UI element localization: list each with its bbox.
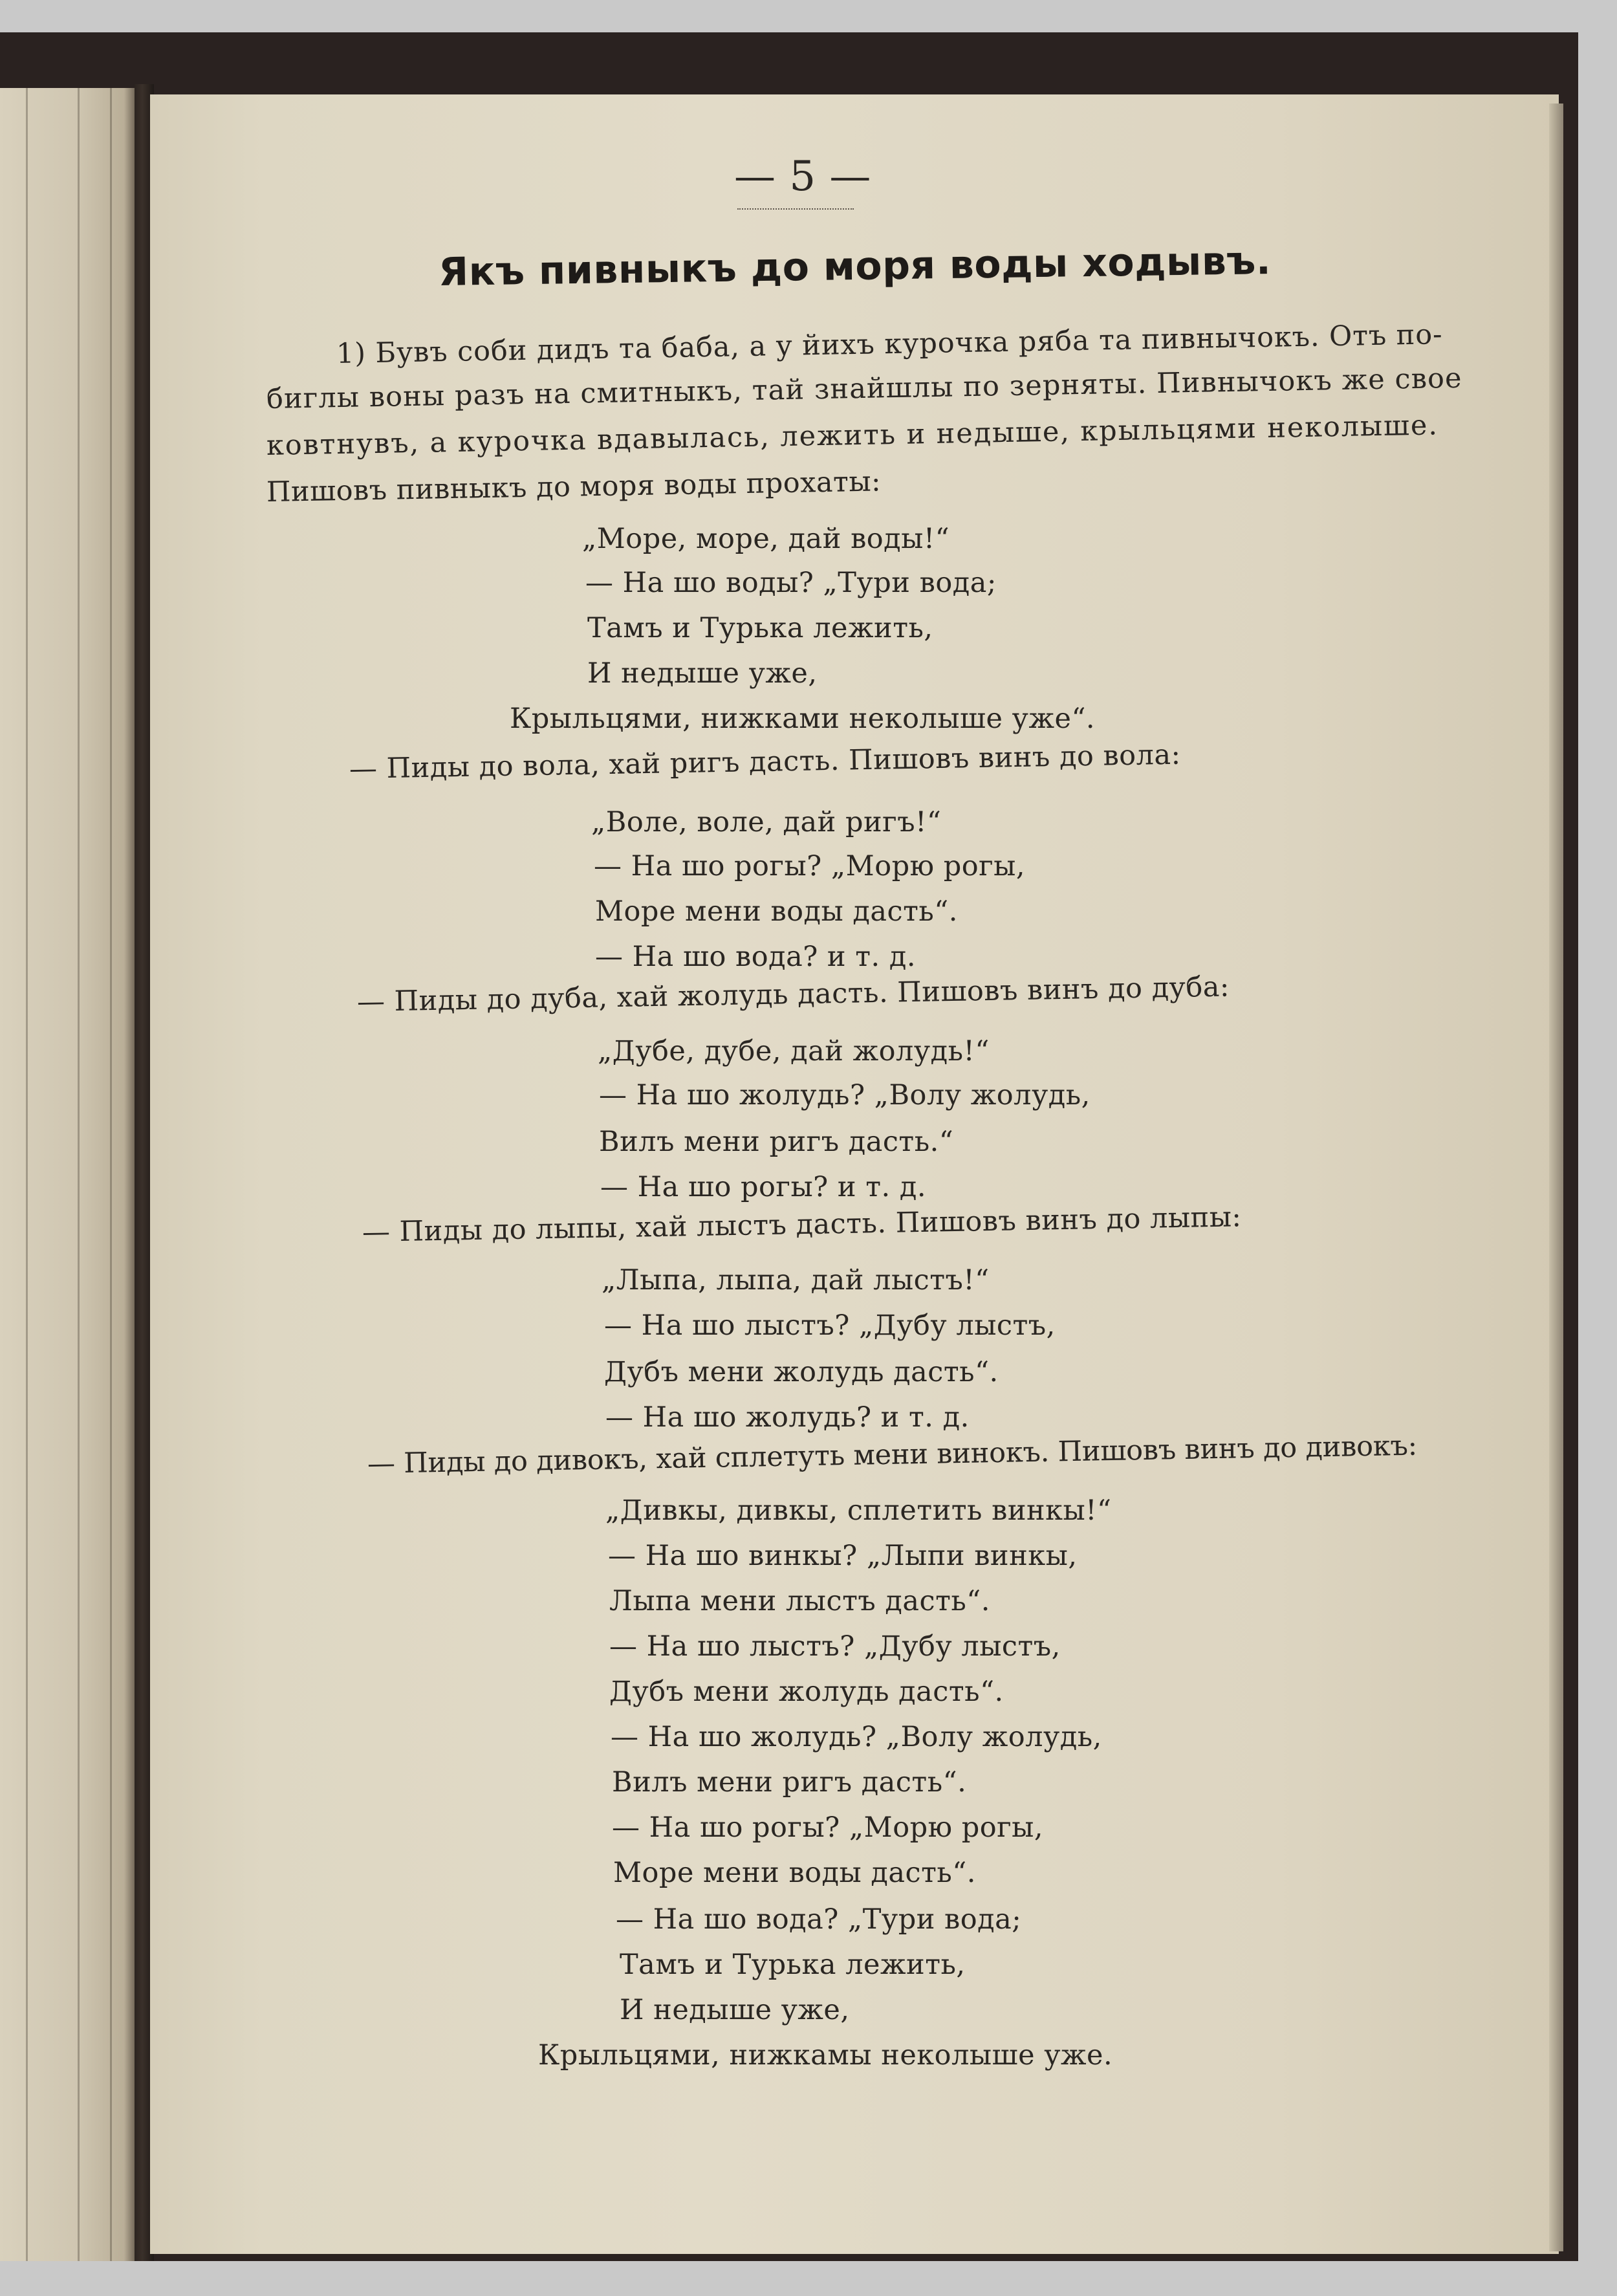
verse-line: И недыше уже, xyxy=(620,1994,850,2026)
verse-line: Дубъ мени жолудь дасть“. xyxy=(604,1356,999,1388)
story-title: Якъ пивныкъ до моря воды ходывъ. xyxy=(438,238,1272,295)
verse-line: — На шо вода? „Тури вода; xyxy=(616,1903,1022,1936)
verse-line: Дубъ мени жолудь дасть“. xyxy=(609,1676,1004,1708)
verse-line: — На шо винкы? „Лыпи винкы, xyxy=(608,1540,1078,1572)
verse-line: — На шо лыстъ? „Дубу лыстъ, xyxy=(604,1309,1056,1342)
verse-line: — На шо вода? и т. д. xyxy=(595,941,917,973)
left-page-edge xyxy=(0,88,141,2261)
verse-line: „Дубе, дубе, дай жолудь!“ xyxy=(598,1035,990,1067)
paragraph-line: Пишовъ пивныкъ до моря воды прохаты: xyxy=(266,465,882,508)
verse-line: — На шо жолудь? и т. д. xyxy=(605,1401,970,1434)
verse-line: Крыльцями, нижкамы неколыше уже. xyxy=(538,2039,1113,2072)
verse-line: — На шо жолудь? „Волу жолудь, xyxy=(599,1079,1091,1111)
verse-line: — На шо рогы? и т. д. xyxy=(600,1171,926,1203)
verse-line: Тамъ и Турька лежить, xyxy=(587,612,933,644)
verse-line: „Море, море, дай воды!“ xyxy=(582,523,950,555)
verse-line: Крыльцями, нижками неколыше уже“. xyxy=(510,703,1096,735)
verse-line: Вилъ мени ригъ дасть“. xyxy=(612,1766,967,1799)
verse-line: Вилъ мени ригъ дасть.“ xyxy=(599,1126,954,1158)
narration-line: — Пиды до вола, хай ригъ дасть. Пишовъ винъ до вола: xyxy=(349,738,1181,785)
page-number-rule xyxy=(737,208,854,212)
verse-line: — На шо рогы? „Морю рогы, xyxy=(612,1811,1044,1844)
verse-line: Море мени воды дасть“. xyxy=(613,1857,976,1889)
verse-line: — На шо жолудь? „Волу жолудь, xyxy=(611,1721,1102,1753)
paragraph-line: биглы воны разъ на смитныкъ, тай знайшлы по зерняты. Пивнычокъ же свое xyxy=(266,362,1463,415)
page-right-edge xyxy=(1549,104,1563,2251)
verse-line: „Лыпа, лыпа, дай лыстъ!“ xyxy=(602,1264,990,1296)
verse-line: „Дивкы, дивкы, сплетить винкы!“ xyxy=(605,1494,1112,1527)
verse-line: Лыпа мени лыстъ дасть“. xyxy=(609,1585,990,1617)
page-number: — 5 — xyxy=(734,153,871,201)
narration-line: — Пиды до дуба, хай жолудь дасть. Пишовъ винъ до дуба: xyxy=(356,970,1230,1018)
narration-line: — Пиды до лыпы, хай лыстъ дасть. Пишовъ винъ до лыпы: xyxy=(362,1201,1242,1249)
verse-line: Море мени воды дасть“. xyxy=(595,895,958,928)
narration-line: — Пиды до дивокъ, хай сплетуть мени винокъ. Пишовъ винъ до дивокъ: xyxy=(367,1429,1418,1480)
verse-line: И недыше уже, xyxy=(587,657,818,690)
verse-line: „Воле, воле, дай ригъ!“ xyxy=(591,806,942,838)
verse-line: — На шо рогы? „Морю рогы, xyxy=(594,850,1026,882)
verse-line: — На шо воды? „Тури вода; xyxy=(585,567,997,599)
verse-line: — На шо лыстъ? „Дубу лыстъ, xyxy=(609,1630,1061,1663)
verse-line: Тамъ и Турька лежить, xyxy=(620,1949,966,1981)
paragraph-line: 1) Бувъ соби дидъ та баба, а у йихъ курочка ряба та пивнычокъ. Отъ по- xyxy=(336,318,1443,370)
paragraph-line: ковтнувъ, а курочка вдавылась, лежить и недыше, крыльцями неколыше. xyxy=(266,409,1439,462)
